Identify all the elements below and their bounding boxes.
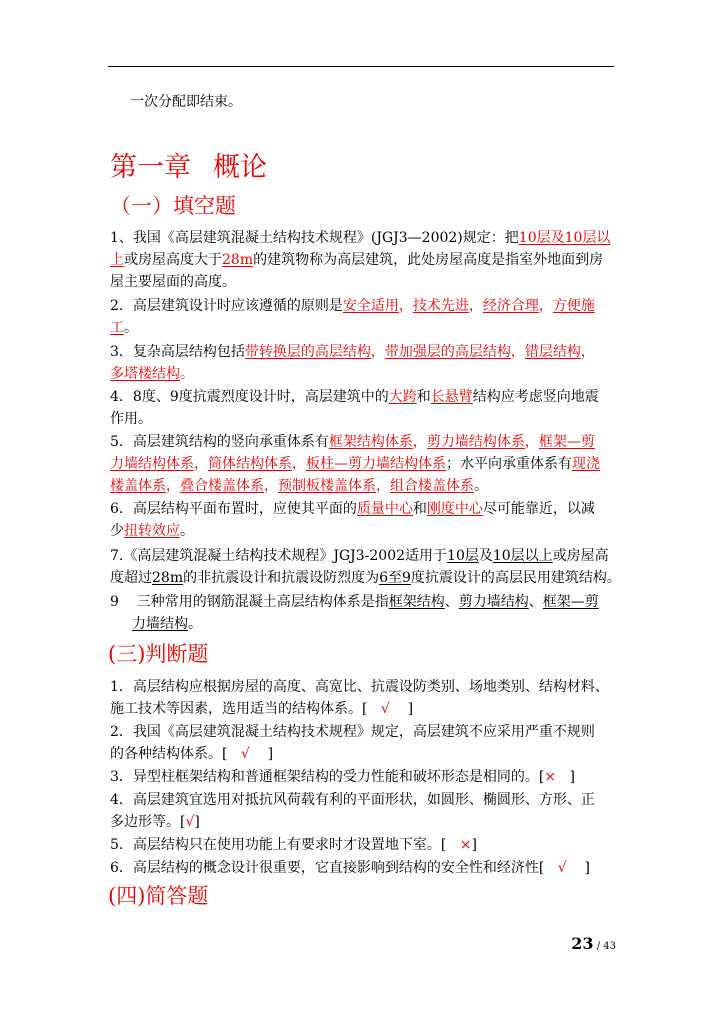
question-3: 3．复杂高层结构包括带转换层的高层结构，带加强层的高层结构，错层结构， 多塔楼结构。 bbox=[110, 344, 595, 382]
section-fill-blank-title: （一）填空题 bbox=[110, 194, 236, 218]
judgement-6: 6．高层结构的概念设计很重要，它直接影响到结构的安全性和经济性[ √ ] bbox=[110, 860, 590, 876]
question-4: 4．8度、9度抗震烈度设计时，高层建筑中的大跨和长悬臂结构应考虑竖向地震 作用。 bbox=[110, 389, 599, 427]
judgement-5: 5．高层结构只在使用功能上有要求时才设置地下室。[ ×] bbox=[110, 837, 477, 853]
judgement-3: 3．异型柱框架结构和普通框架结构的受力性能和破坏形态是相同的。[× ] bbox=[110, 769, 575, 785]
chapter-number: 第一章 bbox=[110, 152, 191, 183]
question-1: 1、我国《高层建筑混凝土结构技术规程》(JGJ3—2002)规定：把10层及10层以 上或房屋高度大于28m的建筑物称为高层建筑，此处房屋高度是指室外地面到房 屋主要屋面的高度。 bbox=[110, 230, 611, 290]
chapter-heading bbox=[110, 150, 267, 186]
question-6: 6．高层结构平面布置时，应使其平面的质量中心和刚度中心尽可能靠近，以减 少扭转效应。 bbox=[110, 501, 595, 539]
judgement-1: 1．高层结构应根据房屋的高度、高宽比、抗震设防类别、场地类别、结构材料、 施工技术等因素，选用适当的结构体系。[ √ ] bbox=[110, 679, 609, 717]
continuation-text: 一次分配即结束。 bbox=[130, 94, 242, 110]
page-number bbox=[571, 934, 616, 953]
question-7: 7.《高层建筑混凝土结构技术规程》JGJ3-2002适用于10层及10层以上或房屋高 度超过28m的非抗震设计和抗震设防烈度为6至9度抗震设计的高层民用建筑结构。 bbox=[110, 548, 621, 586]
current-page: 23 bbox=[571, 934, 594, 953]
total-pages: / 43 bbox=[596, 941, 616, 952]
question-5: 5．高层建筑结构的竖向承重体系有框架结构体系，剪力墙结构体系，框架—剪 力墙结构体系，筒体结构体系，板柱—剪力墙结构体系；水平向承重体系有现浇 楼盖体系，叠合楼盖体系，预制板楼盖体系，组合楼盖体系。 bbox=[110, 434, 600, 494]
judgement-4: 4．高层建筑宜选用对抵抗风荷载有利的平面形状，如圆形、椭圆形、方形、正 多边形等。[√] bbox=[110, 792, 595, 830]
chapter-name: 概论 bbox=[213, 152, 267, 183]
header-rule bbox=[108, 66, 614, 67]
question-9: 9 三种常用的钢筋混凝土高层结构体系是指框架结构、剪力墙结构、框架—剪 力墙结构。 bbox=[110, 594, 599, 632]
judgement-2: 2．我国《高层建筑混凝土结构技术规程》规定，高层建筑不应采用严重不规则 的各种结构体系。[ √ ] bbox=[110, 724, 595, 762]
section-short-answer-title: (四)简答题 bbox=[108, 884, 209, 908]
question-2: 2．高层建筑设计时应该遵循的原则是安全适用，技术先进，经济合理，方便施 工。 bbox=[110, 298, 595, 336]
section-judgement-title: (三)判断题 bbox=[108, 642, 209, 666]
